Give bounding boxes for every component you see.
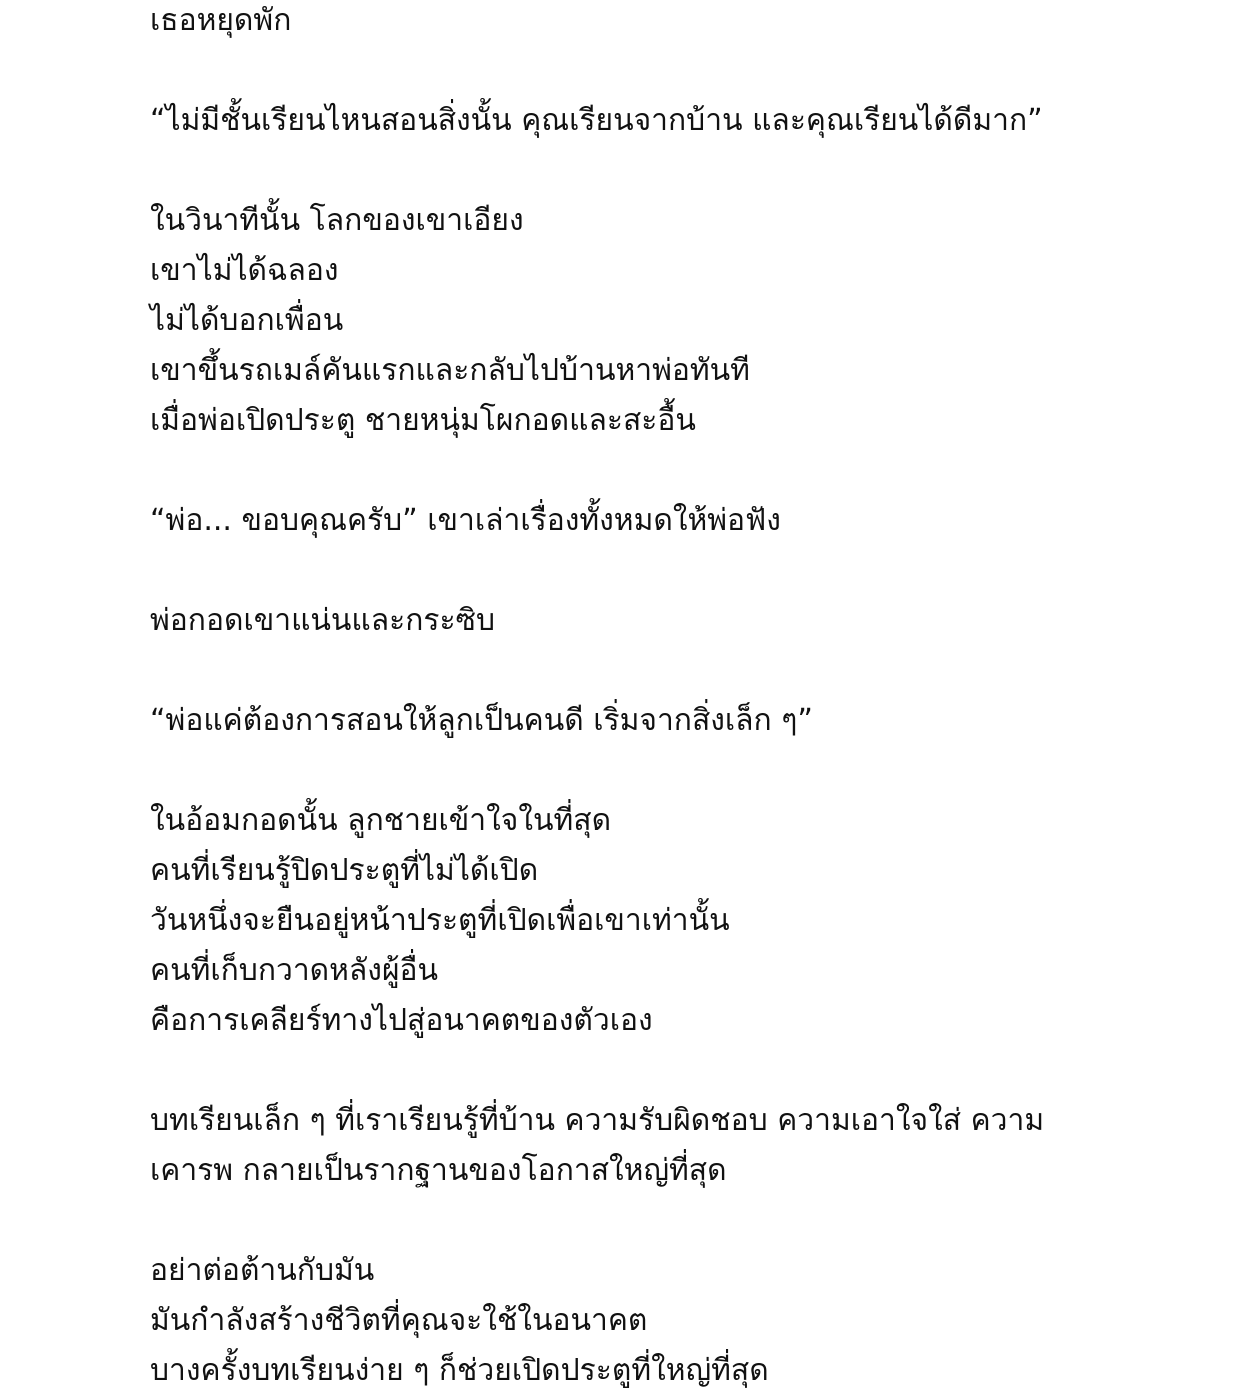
text-line: ไม่ได้บอกเพื่อน <box>150 303 344 338</box>
text-line: ในอ้อมกอดนั้น ลูกชายเข้าใจในที่สุด <box>150 803 612 838</box>
text-line: บางครั้งบทเรียนง่าย ๆ ก็ช่วยเปิดประตูที่ใหญ่ที่สุด <box>150 1353 769 1388</box>
text-line: ในวินาทีนั้น โลกของเขาเอียง <box>150 203 524 238</box>
paragraph-9 <box>150 1246 1150 1396</box>
paragraph-3 <box>150 196 1150 446</box>
text-line: เขาไม่ได้ฉลอง <box>150 253 339 288</box>
text-line: คนที่เรียนรู้ปิดประตูที่ไม่ได้เปิด <box>150 853 539 888</box>
text-line: คือการเคลียร์ทางไปสู่อนาคตของตัวเอง <box>150 1003 653 1038</box>
paragraph-4 <box>150 496 1150 546</box>
text-line: เธอหยุดพัก <box>150 3 292 38</box>
paragraph-1 <box>150 0 1150 46</box>
text-line: คนที่เก็บกวาดหลังผู้อื่น <box>150 953 439 988</box>
story-text <box>150 0 1150 1396</box>
text-line: เขาขึ้นรถเมล์คันแรกและกลับไปบ้านหาพ่อทันที <box>150 353 750 388</box>
text-line: เมื่อพ่อเปิดประตู ชายหนุ่มโผกอดและสะอื้น <box>150 403 696 438</box>
text-line: มันกำลังสร้างชีวิตที่คุณจะใช้ในอนาคต <box>150 1303 648 1338</box>
paragraph-8 <box>150 1096 1150 1196</box>
text-line: “พ่อแค่ต้องการสอนให้ลูกเป็นคนดี เริ่มจากสิ่งเล็ก ๆ” <box>150 703 813 738</box>
paragraph-6 <box>150 696 1150 746</box>
text-line: บทเรียนเล็ก ๆ ที่เราเรียนรู้ที่บ้าน ความรับผิดชอบ ความเอาใจใส่ ความ <box>150 1103 1045 1138</box>
text-line: อย่าต่อต้านกับมัน <box>150 1253 375 1288</box>
text-line: “พ่อ... ขอบคุณครับ” เขาเล่าเรื่องทั้งหมดให้พ่อฟัง <box>150 503 781 538</box>
text-line: พ่อกอดเขาแน่นและกระซิบ <box>150 603 496 638</box>
text-line: วันหนึ่งจะยืนอยู่หน้าประตูที่เปิดเพื่อเขาเท่านั้น <box>150 903 730 938</box>
paragraph-2 <box>150 96 1150 146</box>
text-line: เคารพ กลายเป็นรากฐานของโอกาสใหญ่ที่สุด <box>150 1153 727 1188</box>
paragraph-7 <box>150 796 1150 1046</box>
paragraph-5 <box>150 596 1150 646</box>
text-line: “ไม่มีชั้นเรียนไหนสอนสิ่งนั้น คุณเรียนจากบ้าน และคุณเรียนได้ดีมาก” <box>150 103 1043 138</box>
